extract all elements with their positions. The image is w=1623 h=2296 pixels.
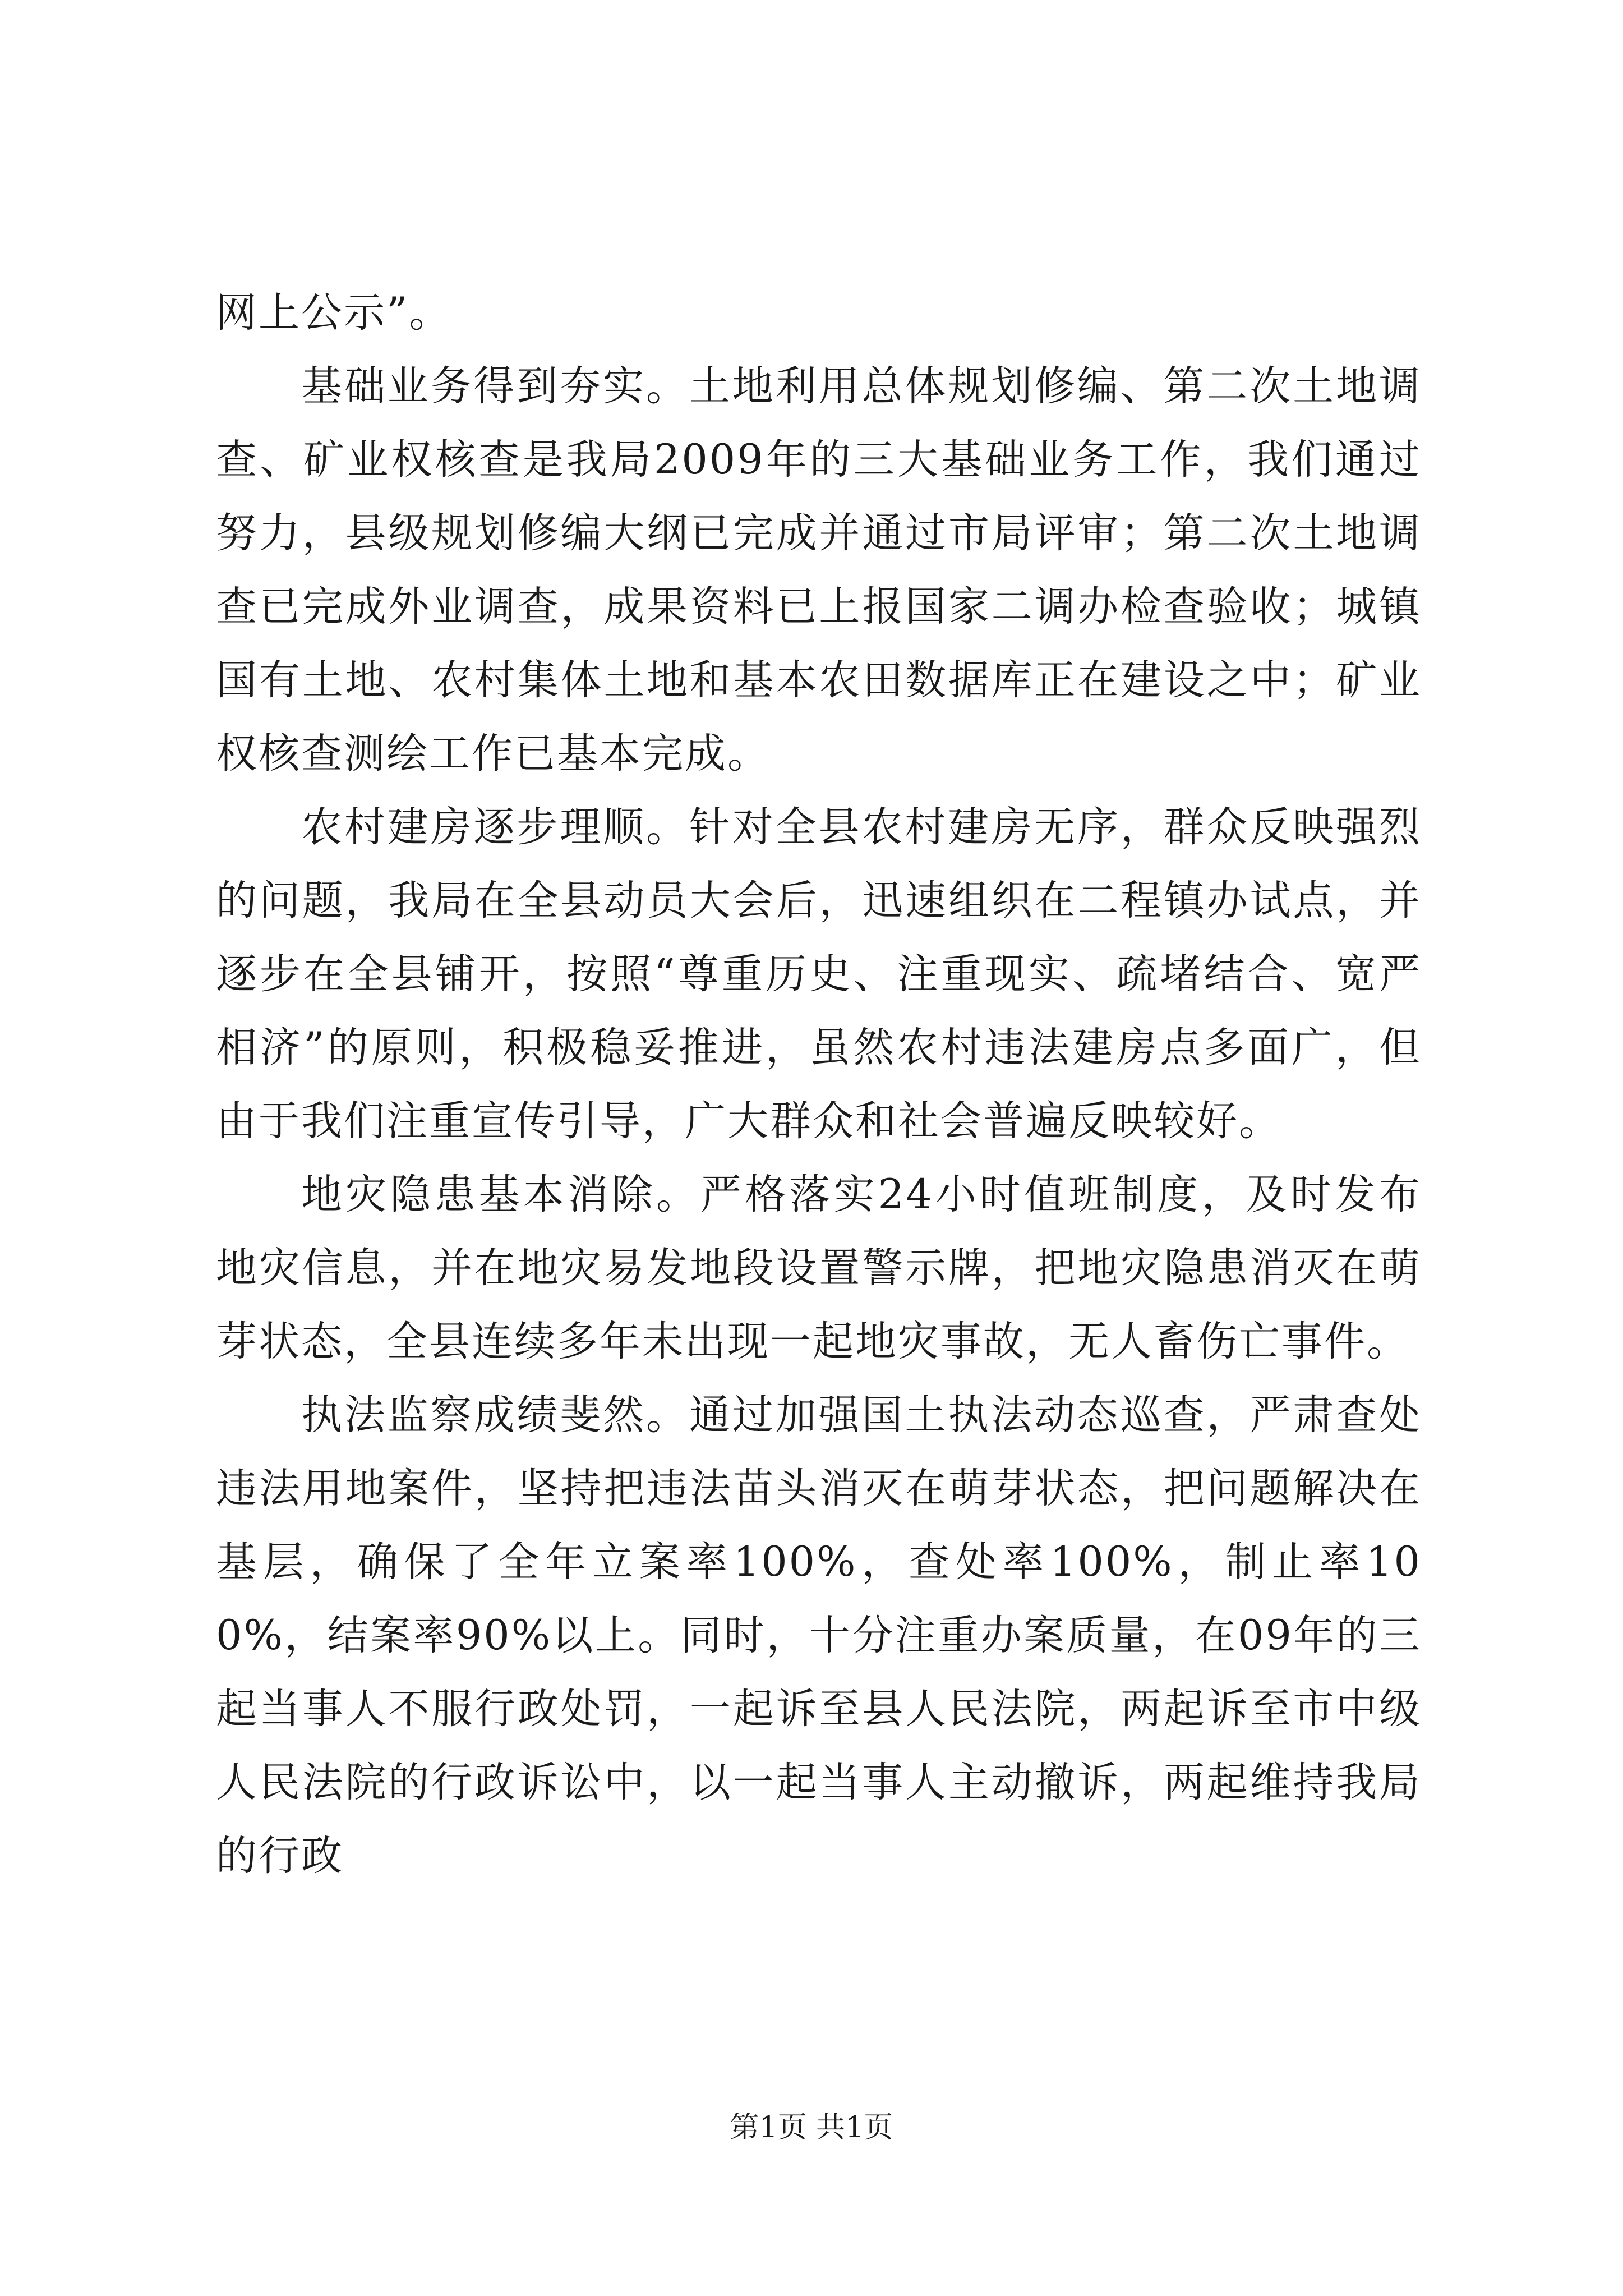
page-footer: 第1页 共1页: [730, 2111, 893, 2145]
paragraph-3: 农村建房逐步理顺。针对全县农村建房无序，群众反映强烈的问题，我局在全县动员大会后，迅速组织在二程镇办试点，并逐步在全县铺开，按照“尊重历史、注重现实、疏堵结合、宽严相济”的原则，积极稳妥推进，虽然农村违法建房点多面广，但由于我们注重宣传引导，广大群众和社会普遍反映较好。: [216, 803, 1422, 1145]
paragraph-5: 执法监察成绩斐然。通过加强国土执法动态巡查，严肃查处违法用地案件，坚持把违法苗头消灭在萌芽状态，把问题解决在基层，确保了全年立案率100%，查处率100%，制止率100%，结案率90%以上。同时，十分注重办案质量，在09年的三起当事人不服行政处罚，一起诉至县人民法院，两起诉至市中级人民法院的行政诉讼中，以一起当事人主动撤诉，两起维持我局的行政: [216, 1391, 1422, 1880]
document-body: [216, 276, 1422, 1893]
paragraph-1: 网上公示”。: [216, 289, 452, 337]
paragraph-4: 地灾隐患基本消除。严格落实24小时值班制度，及时发布地灾信息，并在地灾易发地段设置警示牌，把地灾隐患消灭在萌芽状态，全县连续多年未出现一起地灾事故，无人畜伤亡事件。: [216, 1171, 1422, 1365]
paragraph-2: 基础业务得到夯实。土地利用总体规划修编、第二次土地调查、矿业权核查是我局2009年的三大基础业务工作，我们通过努力，县级规划修编大纲已完成并通过市局评审；第二次土地调查已完成外业调查，成果资料已上报国家二调办检查验收；城镇国有土地、农村集体土地和基本农田数据库正在建设之中；矿业权核查测绘工作已基本完成。: [216, 362, 1422, 777]
